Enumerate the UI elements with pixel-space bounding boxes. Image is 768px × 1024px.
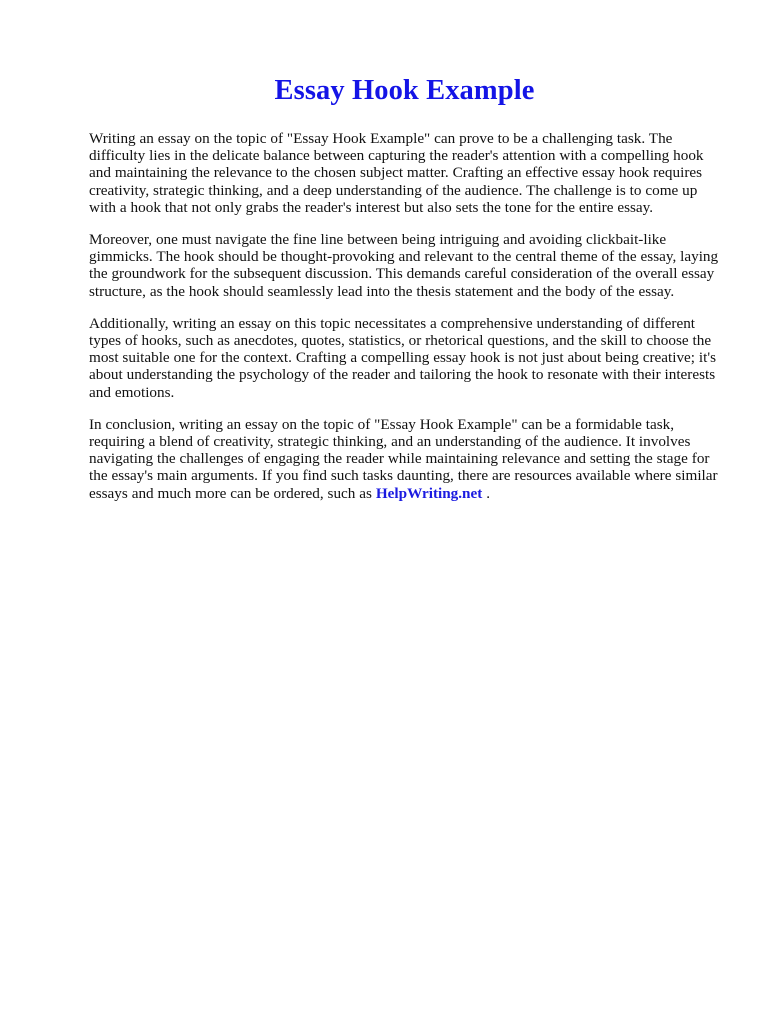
body-paragraph: Moreover, one must navigate the fine line between being intriguing and avoiding clickbait-like gimmicks. The hook should be thought-provoking and relevant to the central theme of the essay, laying the groundwork for the subsequent discussion. This demands careful consideration of the overall essay structure, as the hook should seamlessly lead into the thesis statement and the body of the essay.	[89, 231, 719, 300]
conclusion-text-before-link: In conclusion, writing an essay on the topic of "Essay Hook Example" can be a formidable task, requiring a blend of creativity, strategic thinking, and an understanding of the audience. It involves navigating the challenges of engaging the reader while maintaining relevance and setting the stage for the essay's main arguments. If you find such tasks daunting, there are resources available where similar essays and much more can be ordered, such as	[89, 415, 718, 502]
body-paragraph: Additionally, writing an essay on this topic necessitates a comprehensive understanding of different types of hooks, such as anecdotes, quotes, statistics, or rhetorical questions, and the skill to choose the most suitable one for the context. Crafting a compelling essay hook is not just about being creative; it's about understanding the psychology of the reader and tailoring the hook to resonate with their interests and emotions.	[89, 314, 716, 401]
conclusion-paragraph	[89, 416, 720, 502]
conclusion-text-after-link: .	[482, 484, 491, 502]
body-paragraph: Writing an essay on the topic of "Essay Hook Example" can prove to be a challenging task. The difficulty lies in the delicate balance between capturing the reader's attention with a compelling hook and maintaining the relevance to the chosen subject matter. Crafting an effective essay hook requires creativity, strategic thinking, and a deep understanding of the audience. The challenge is to come up with a hook that not only grabs the reader's interest but also sets the tone for the entire essay.	[89, 130, 704, 216]
page-title: Essay Hook Example	[274, 75, 535, 106]
document-body	[89, 74, 720, 502]
helpwriting-link[interactable]: HelpWriting.net	[375, 484, 483, 502]
